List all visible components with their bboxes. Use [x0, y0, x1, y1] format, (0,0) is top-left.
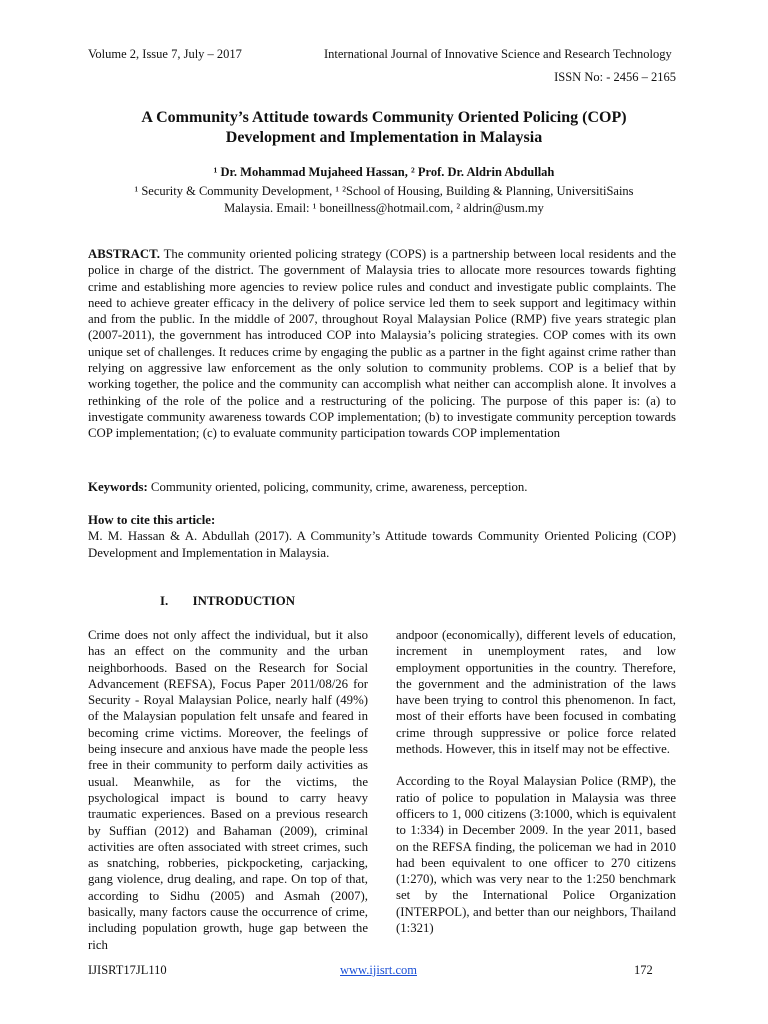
section-heading	[160, 594, 295, 609]
title-line-1: A Community’s Attitude towards Community Oriented Policing (COP)	[141, 109, 627, 126]
keywords-label: Keywords:	[88, 480, 148, 494]
section-title: INTRODUCTION	[192, 594, 295, 608]
paper-title	[60, 108, 708, 148]
section-number: I.	[160, 594, 169, 608]
keywords	[88, 479, 676, 495]
footer-code: IJISRT17JL110	[88, 963, 167, 977]
right-paragraph-2: According to the Royal Malaysian Police (RMP), the ratio of police to population in Malaysia was three officers to 1, 000 citizens (3:1000, which is equivalent to 1:334) in December 2009. In the year 2011, based on the REFSA finding, the policeman we had in 2010 had been equivalent to one officer to 270 citizens (1:270), which was very near to the 1:250 benchmark set by the International Police Organization (INTERPOL), and better than our neighbors, Thailand (1:321)	[396, 774, 676, 936]
left-column	[88, 627, 368, 969]
header-issn: ISSN No: - 2456 – 2165	[554, 70, 676, 84]
keywords-text: Community oriented, policing, community, crime, awareness, perception.	[150, 480, 528, 494]
citation	[88, 512, 676, 561]
citation-label: How to cite this article:	[88, 513, 216, 527]
footer-url-link[interactable]: www.ijisrt.com	[340, 963, 417, 977]
header-journal: International Journal of Innovative Science and Research Technology	[324, 47, 672, 61]
affiliation-line-2: Malaysia. Email: ¹ boneillness@hotmail.com, ² aldrin@usm.my	[224, 201, 544, 215]
abstract-label: ABSTRACT.	[88, 247, 160, 261]
abstract	[88, 246, 676, 442]
left-paragraph-1: Crime does not only affect the individual, but it also has an effect on the community and the urban neighborhoods. Based on the Research for Social Advancement (REFSA), Focus Paper 2011/08/26 for Security - Royal Malaysian Police, nearly half (49%) of the Malaysian population felt unsafe and feared in becoming crime victims. Moreover, the feelings of being insecure and anxious have made the people less free in their community to perform daily activities as usual. Meanwhile, as for the victims, the psychological impact is bound to carry heavy traumatic experiences. Based on a previous research by Suffian (2012) and Bahaman (2009), criminal activities are often associated with street crimes, such as snatching, robberies, pickpocketing, carjacking, gang violence, drug dealing, and rape. On top of that, according to Sidhu (2005) and Asmah (2007), basically, many factors cause the occurrence of crime, including population growth, huge gap between the rich	[88, 628, 368, 952]
footer-page-number: 172	[634, 963, 653, 977]
header-volume: Volume 2, Issue 7, July – 2017	[88, 47, 242, 61]
right-paragraph-1: andpoor (economically), different levels of education, increment in unemployment rates, and low employment opportunities in the country. Therefore, the government and the administration of the laws have been trying to control this phenomenon. In fact, most of their efforts have been focused in combating crime through suppressive or police force related methods. However, this in itself may not be effective.	[396, 628, 676, 757]
authors: ¹ Dr. Mohammad Mujaheed Hassan, ² Prof. Dr. Aldrin Abdullah	[213, 165, 555, 179]
abstract-text: The community oriented policing strategy (COPS) is a partnership between local residents and the police in charge of the district. The government of Malaysia tries to allocate more resources towards fighting crime and establishing more agencies to review police rules and conduct and investigate public complaints. The need to achieve greater efficacy in the delivery of police service led them to seek support and legitimacy within and from the public. In the middle of 2007, throughout Royal Malaysian Police (RMP) five years strategic plan (2007-2011), the government has introduced COP into Malaysia’s policing strategies. COP comes with its own unique set of challenges. It reduces crime by engaging the public as a partner in the fight against crime rather than relying on aggressive law enforcement as the only solution to community problems. COP is a belief that by working together, the police and the community can accomplish what neither can accomplish alone. It involves a rethinking of the role of the police and a restructuring of the policing. The purpose of this paper is: (a) to investigate community awareness towards COP implementation; (b) to investigate community perception towards COP implementation; (c) to evaluate community participation towards COP implementation	[88, 247, 677, 441]
citation-text: M. M. Hassan & A. Abdullah (2017). A Community’s Attitude towards Community Oriented Policing (COP) Development and Implementation in Malaysia.	[88, 529, 676, 560]
right-column	[396, 627, 676, 952]
affiliation-line-1: ¹ Security & Community Development, ¹ ²School of Housing, Building & Planning, UniversitiSains	[134, 184, 634, 198]
title-line-2: Development and Implementation in Malaysia	[225, 129, 543, 146]
affiliation	[90, 183, 678, 217]
